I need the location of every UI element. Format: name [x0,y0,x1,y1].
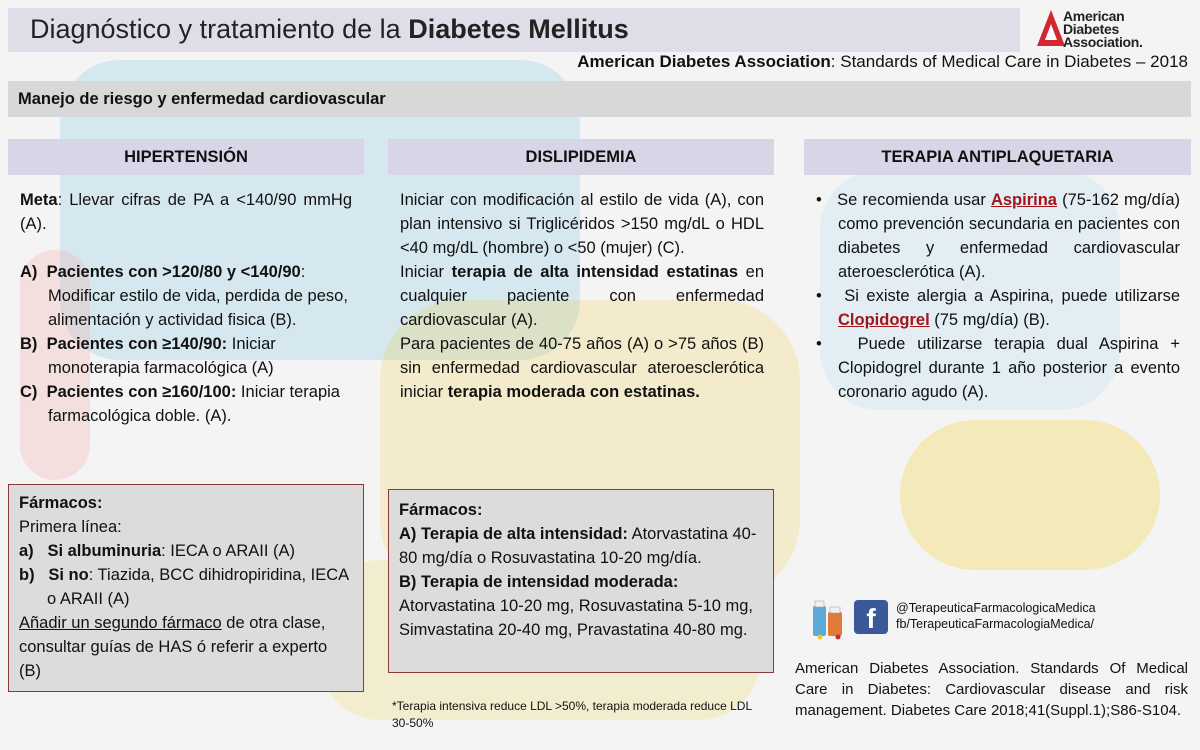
item-prefix: C) [20,383,38,401]
ada-triangle-icon [1036,8,1066,48]
list-item [20,260,360,332]
hipertension-goal [20,188,352,236]
section-title: Manejo de riesgo y enfermedad cardiovascular [18,90,386,108]
bullet-text: Puede utilizarse terapia dual Aspirina + Clopidogrel durante 1 año posterior a evento coronario agudo (A). [838,335,1180,401]
page-title [30,14,629,45]
item-bold: Pacientes con >120/80 y <140/90 [46,263,301,281]
drug-option-text: Atorvastatina 40-80 mg/día o Rosuvastatina 10-20 mg/día. [399,525,757,567]
item-prefix: B) [20,335,38,353]
hipertension-list [20,260,360,428]
heading-dislipidemia: DISLIPIDEMIA [388,139,774,175]
item-prefix: A) [20,263,38,281]
drugs-label: Fármacos: [399,501,483,519]
dislipidemia-paragraph: Iniciar con modificación al estilo de vida (A), con plan intensivo si Triglicéridos >150 mg/dL o HDL <40 mg/dL (hombre) o <50 (mujer) (C). [400,191,764,257]
list-item [20,332,360,380]
heading-antiplaquetaria: TERAPIA ANTIPLAQUETARIA [804,139,1191,175]
hipertension-drugs-box [8,484,364,692]
item-prefix: a) [19,542,34,560]
drug-option-bold: B) Terapia de intensidad moderada: [399,573,679,591]
title-bold: Diabetes Mellitus [408,14,629,44]
social-handle[interactable]: @TerapeuticaFarmacologicaMedica [896,601,1096,615]
reference: American Diabetes Association. Standards Of Medical Care in Diabetes: Cardiovascular disease and risk management. Diabetes Care 2018;41(Suppl.1);S86-S104. [795,660,1188,719]
ada-logo-line: American [1063,8,1125,24]
bullet-text: Si existe alergia a Aspirina, puede utilizarse [844,287,1180,305]
medicine-bottles-icon [810,596,846,640]
item-text: : Modificar estilo de vida, perdida de peso, alimentación y actividad fisica (B). [48,263,348,329]
subtitle-rest: : Standards of Medical Care in Diabetes – 2018 [830,52,1188,71]
antiplaquetaria-list [816,188,1180,404]
item-bold: Pacientes con ≥140/90: [46,335,228,353]
item-bold: Si no [48,566,89,584]
list-item [19,539,353,563]
heading-hipertension: HIPERTENSIÓN [8,139,364,175]
bullet-text: Se recomienda usar [837,191,991,209]
background-pill-shape [900,420,1160,570]
dislipidemia-paragraph [400,260,764,332]
ada-logo-line: Association. [1063,34,1143,50]
drug-option-text: Atorvastatina 10-20 mg, Rosuvastatina 5-10 mg, Simvastatina 20-40 mg, Pravastatina 40-80 mg. [399,597,754,639]
paragraph-text: Para pacientes de 40-75 años (A) o >75 años (B) sin enfermedad cardiovascular ateroesclerótica iniciar [400,335,764,401]
list-item: • Si existe alergia a Aspirina, puede utilizarse Clopidogrel (75 mg/día) (B). [816,287,1180,329]
second-drug-underlined: Añadir un segundo fármaco [19,614,222,632]
drug-name: Aspirina [990,191,1057,209]
paragraph-bold: terapia de alta intensidad estatinas [451,263,739,281]
item-bold: Pacientes con ≥160/100: [46,383,237,401]
footnote: *Terapia intensiva reduce LDL >50%, terapia moderada reduce LDL 30-50% [392,699,752,730]
second-drug-text: de otra clase, consultar guías de HAS ó referir a experto (B) [19,614,328,680]
paragraph-text: Iniciar [400,263,452,281]
paragraph-bold: terapia moderada con estatinas. [447,383,700,401]
item-text: : IECA o ARAII (A) [161,542,296,560]
facebook-icon[interactable]: f [854,600,888,634]
dislipidemia-drugs-box [388,489,774,673]
page-subtitle [577,52,1188,72]
list-item [20,380,360,428]
list-item: • Se recomienda usar Aspirina (75-162 mg/día) como prevención secundaria en pacientes con diabetes y enfermedad cardiovascular ateroesclerótica (A). [816,191,1180,281]
social-handle[interactable]: fb/TerapeuticaFarmacologiaMedica/ [896,617,1095,631]
goal-text: : Llevar cifras de PA a <140/90 mmHg (A). [20,191,352,233]
ada-logo [1036,8,1186,52]
subtitle-bold: American Diabetes Association [577,52,831,71]
item-text: Iniciar monoterapia farmacológica (A) [48,335,276,377]
item-prefix: b) [19,566,35,584]
drug-option-bold: A) Terapia de alta intensidad: [399,525,628,543]
title-prefix: Diagnóstico y tratamiento de la [30,14,409,44]
paragraph-text: en cualquier paciente con enfermedad cardiovascular (A). [400,263,764,329]
first-line-label: Primera línea: [19,518,122,536]
ada-logo-text [1063,10,1143,49]
bullet-text: (75-162 mg/día) como prevención secundaria en pacientes con diabetes y enfermedad cardiovascular ateroesclerótica (A). [838,191,1180,281]
list-item [19,563,353,611]
drug-option [399,522,763,570]
bullet-text: (75 mg/día) (B). [929,311,1050,329]
drug-name: Clopidogrel [838,311,930,329]
item-bold: Si albuminuria [47,542,162,560]
social-handles [896,600,1096,632]
item-text: : Tiazida, BCC dihidropiridina, IECA o ARAII (A) [47,566,349,608]
list-item: • Puede utilizarse terapia dual Aspirina + Clopidogrel durante 1 año posterior a evento coronario agudo (A). [816,335,1180,401]
dislipidemia-paragraph [400,332,764,404]
dislipidemia-text [400,188,764,404]
ada-logo-line: Diabetes [1063,21,1119,37]
item-text: Iniciar terapia farmacológica doble. (A). [48,383,340,425]
drugs-label: Fármacos: [19,494,103,512]
second-drug-note [19,611,353,683]
goal-label: Meta [20,191,58,209]
